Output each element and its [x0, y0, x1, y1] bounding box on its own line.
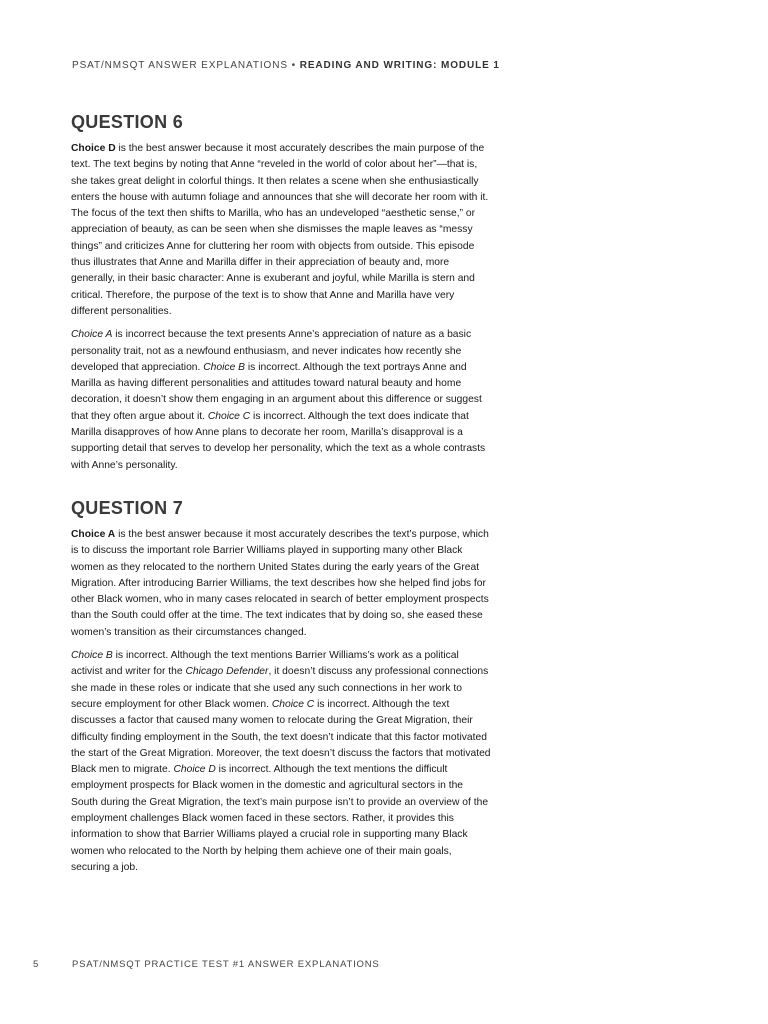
question-6-correct-explanation — [71, 141, 491, 320]
question-6-block — [71, 110, 491, 474]
explanation-text: is incorrect. Although the text does indicate that Marilla disapproves of how Anne plans to decorate her room, Marilla’s disapproval is a supporting detail that serves to develop her personality, which the text as a whole contrasts with Anne’s personality. — [71, 410, 486, 471]
question-7-block — [71, 496, 491, 876]
explanation-text: is the best answer because it most accurately describes the text’s purpose, which is to discuss the important role Barrier Williams played in supporting many other Black women as they relocated to the northern United States during the early years of the Great Migration. After introducing Barrier Williams, the text describes how she helped find jobs for other Black women, who in many cases relocated in search of better employment prospects than the South could offer at the time. The text indicates that by doing so, she eased these women’s transition as their circumstances changed. — [71, 528, 489, 638]
footer-title: PSAT/NMSQT PRACTICE TEST #1 ANSWER EXPLANATIONS — [72, 959, 380, 970]
header-module-label: READING AND WRITING: MODULE 1 — [299, 60, 500, 71]
italic-text: Chicago Defender — [185, 666, 269, 678]
header-section-label: PSAT/NMSQT ANSWER EXPLANATIONS — [72, 60, 288, 71]
question-7-incorrect-explanation — [71, 648, 491, 876]
italic-text: Choice D — [173, 764, 216, 776]
explanation-text: is incorrect. Although the text portrays Anne and Marilla as having different personalities and attitudes toward natural beauty and home decoration, it doesn’t show them engaging in an argument about this difference or suggest that they often argue about it. — [71, 361, 482, 422]
explanation-text: is incorrect. Although the text mentions Barrier Williams’s work as a political activist and writer for the — [71, 650, 459, 678]
question-7-correct-explanation — [71, 527, 491, 641]
page-header — [72, 60, 500, 71]
question-6-heading: QUESTION 6 — [71, 112, 184, 132]
italic-text: Choice B — [203, 361, 246, 373]
main-content — [71, 110, 491, 883]
explanation-text: , it doesn’t discuss any professional connections she made in these roles or indicate that she used any such connections in her work to secure employment for other Black women. — [71, 666, 489, 710]
explanation-text: is incorrect. Although the text mentions the difficult employment prospects for Black women in the domestic and agricultural sectors in the South during the Great Migration, the text’s main purpose isn’t to provide an overview of the employment challenges Black women faced in these sectors. Rather, it provides this information to show that Barrier Williams played a crucial role in supporting many Black women who relocated to the North by helping them achieve one of their main goals, securing a job. — [71, 764, 489, 873]
explanation-text: is incorrect because the text presents Anne’s appreciation of nature as a basic personality trait, not as a newfound enthusiasm, and never indicates how recently she developed that appreciation. — [71, 329, 472, 373]
explanation-text: is incorrect. Although the text discusses a factor that caused many women to relocate during the Great Migration, their difficulty finding employment in the South, the text doesn’t indicate that this factor motivated the start of the Great Migration. Moreover, the text doesn’t discuss the factors that motivated Black men to migrate. — [71, 698, 491, 776]
page-number: 5 — [33, 959, 40, 970]
choice-label: Choice A — [71, 528, 116, 540]
question-7-heading: QUESTION 7 — [71, 497, 184, 518]
italic-text: Choice B — [71, 650, 113, 662]
italic-text: Choice A — [71, 329, 113, 341]
italic-text: Choice C — [207, 410, 251, 422]
header-separator: • — [287, 60, 300, 71]
question-6-incorrect-explanation — [71, 327, 491, 474]
choice-label: Choice D — [71, 143, 116, 154]
italic-text: Choice C — [271, 698, 315, 710]
explanation-text: is the best answer because it most accurately describes the main purpose of the text. The text begins by noting that Anne “reveled in the world of color about her”—that is, she takes great delight in colorful things. It then relates a scene when she enthusiastically enters the house with autumn foliage and announces that she will decorate her room with it. The focus of the text then shifts to Marilla, who has an undeveloped “aesthetic sense,” or appreciation of beauty, as can be seen when she dismisses the maple leaves as “messy things” and criticizes Anne for cluttering her room with objects from outside. This episode thus illustrates that Anne and Marilla differ in their appreciation of beauty and, more generally, in their basic character: Anne is exuberant and joyful, while Marilla is stern and critical. Therefore, the purpose of the text is to show that Anne and Marilla have very different personalities. — [71, 143, 489, 317]
